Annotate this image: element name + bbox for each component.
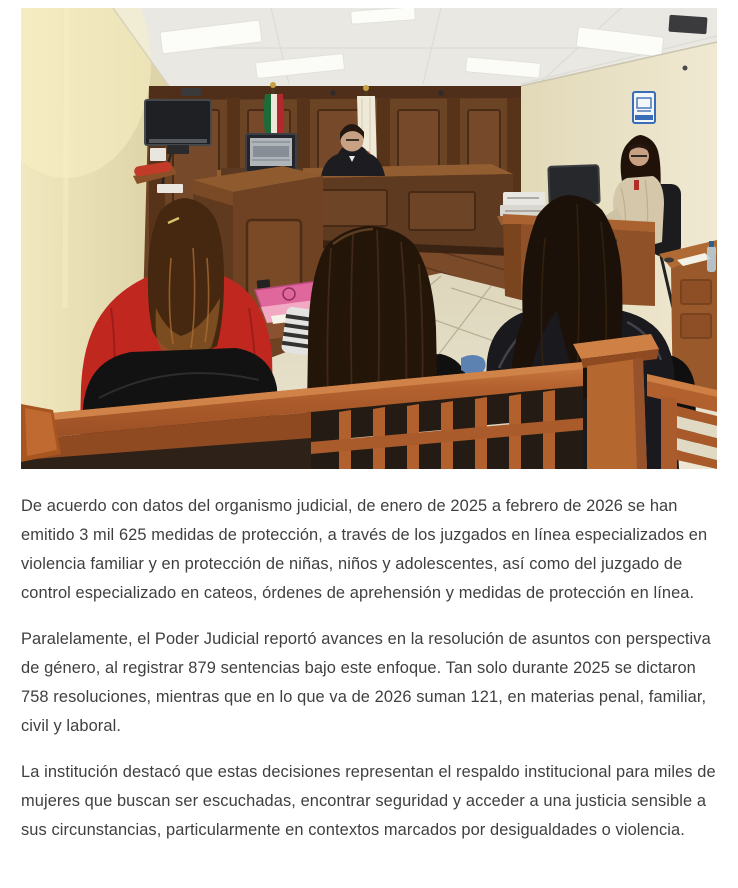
paragraph-protection-measures: De acuerdo con datos del organismo judicial, de enero de 2025 a febrero de 2026 se han emitido 3 mil 625 medidas de protección, a través de los juzgados en línea especializados en violencia familiar y en protección de niñas, niños y adolescentes, así como del juzgado de control especializado en cateos, órdenes de aprehensión y medidas de protección en línea. <box>21 497 708 602</box>
article-body <box>21 492 717 845</box>
wall-sign <box>633 92 655 123</box>
ceiling-projector <box>668 15 707 35</box>
courtroom-photo <box>21 8 717 469</box>
courtroom-photo-graphic <box>21 8 717 469</box>
paragraph-gender-sentences: Paralelamente, el Poder Judicial reportó avances en la resolución de asuntos con perspectiva de género, al registrar 879 sentencias bajo este enfoque. Tan solo durante 2025 se dictaron 758 resoluciones, mientras que en lo que va de 2026 suman 121, en materias penal, familiar, civil y laboral. <box>21 630 711 735</box>
paragraph-institution-statement: La institución destacó que estas decisiones representan el respaldo institucional para miles de mujeres que buscan ser escuchadas, encontrar seguridad y acceder a una justicia sensible a sus circunstancias, particularmente en contextos marcados por desigualdades o violencia. <box>21 763 716 839</box>
